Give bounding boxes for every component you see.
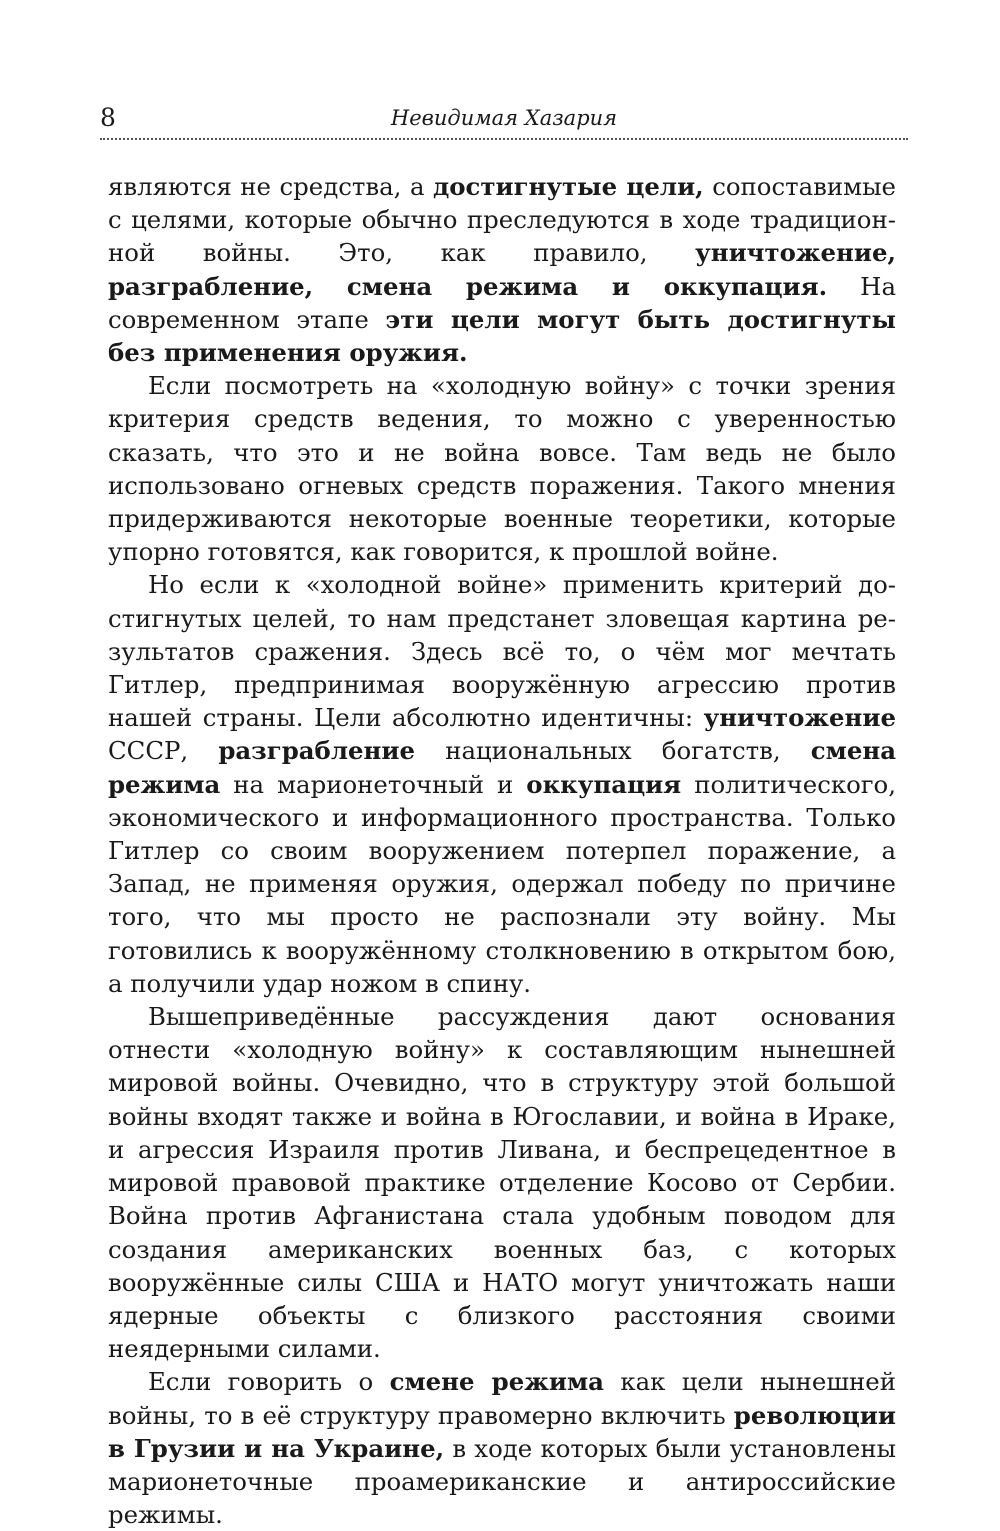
text-span: как цели нынешней войны, то в её структуру правомерно включить [108,1367,896,1430]
paragraph [108,1000,896,1365]
text-span: СССР, [108,736,219,766]
paragraph [108,1365,896,1531]
text-span: сопоставимые с целями, которые обычно преследуются в ходе традиционной войны. Это, как правило, [108,172,896,268]
bold-span: разграбление [218,736,416,766]
text-span: на марионеточный и [220,769,527,799]
bold-span: достигнутые цели, [433,172,704,201]
text-span: политического, экономического и информационного пространства. Только Гитлер со своим вооружением потерпел поражение, а Запад, не применяя оружия, одержал победу по причине того, что мы просто не распознали эту войну. Мы готовились к вооружённому столкновению в открытом бою, а получили удар ножом в спину. [108,769,896,998]
bold-span: уничтожение, разграбление, смена режима и оккупация. [108,238,896,301]
text-span: Если говорить о [148,1367,390,1397]
text-span: национальных богатств, [415,736,811,766]
running-title: Невидимая Хазария [390,106,618,130]
bold-span: эти цели могут быть достигнуты без применения оружия. [108,304,896,368]
text-span: Вышеприведённые рассуждения дают основания отнести «холодную войну» к составляющим нынешней мировой войны. Очевидно, что в структуру этой большой войны входят также и война в Югославии, и война в Ираке, и агрессия Израиля против Ливана, и беспрецедентное в мировой правовой практике отделение Косово от Сербии. Война против Афганистана стала удобным поводом для создания американских военных баз, с которых вооружённые силы США и НАТО могут уничтожать наши ядерные объекты с близкого расстояния своими неядерными силами. [108,1002,896,1364]
running-header [100,100,908,136]
bold-span: революции в Грузии и на Украине, [108,1400,896,1463]
page-number: 8 [100,103,116,132]
body-text [108,170,896,1531]
bold-span: уничтожение [703,703,896,733]
text-span: Если посмотреть на «холодную войну» с точки зрения критерия средств ведения, то можно с уверенностью сказать, что это и не война вовсе. Там ведь не было использовано огневых средств поражения. Такого мнения придерживаются некоторые военные теоретики, которые упорно готовятся, как говорится, к прошлой войне. [108,371,896,567]
paragraph [108,369,896,568]
bold-span: смене режима [389,1367,604,1397]
text-span: в ходе которых были установлены марионеточные проамериканские и антироссийские режимы. [108,1433,896,1530]
text-span: являются не средства, а [108,172,434,201]
text-span: На современном этапе [108,271,896,334]
bold-span: оккупация [526,769,682,799]
paragraph [108,170,896,369]
text-span: Но если к «холодной войне» применить критерий достигнутых целей, то нам предстанет зловещая картина результатов сражения. Здесь всё то, о чём мог мечтать Гитлер, предпринимая вооружённую агрессию против нашей страны. Цели абсолютно идентичны: [108,570,896,733]
paragraph [108,568,896,1000]
header-divider [100,138,908,140]
bold-span: смена режима [108,736,896,799]
